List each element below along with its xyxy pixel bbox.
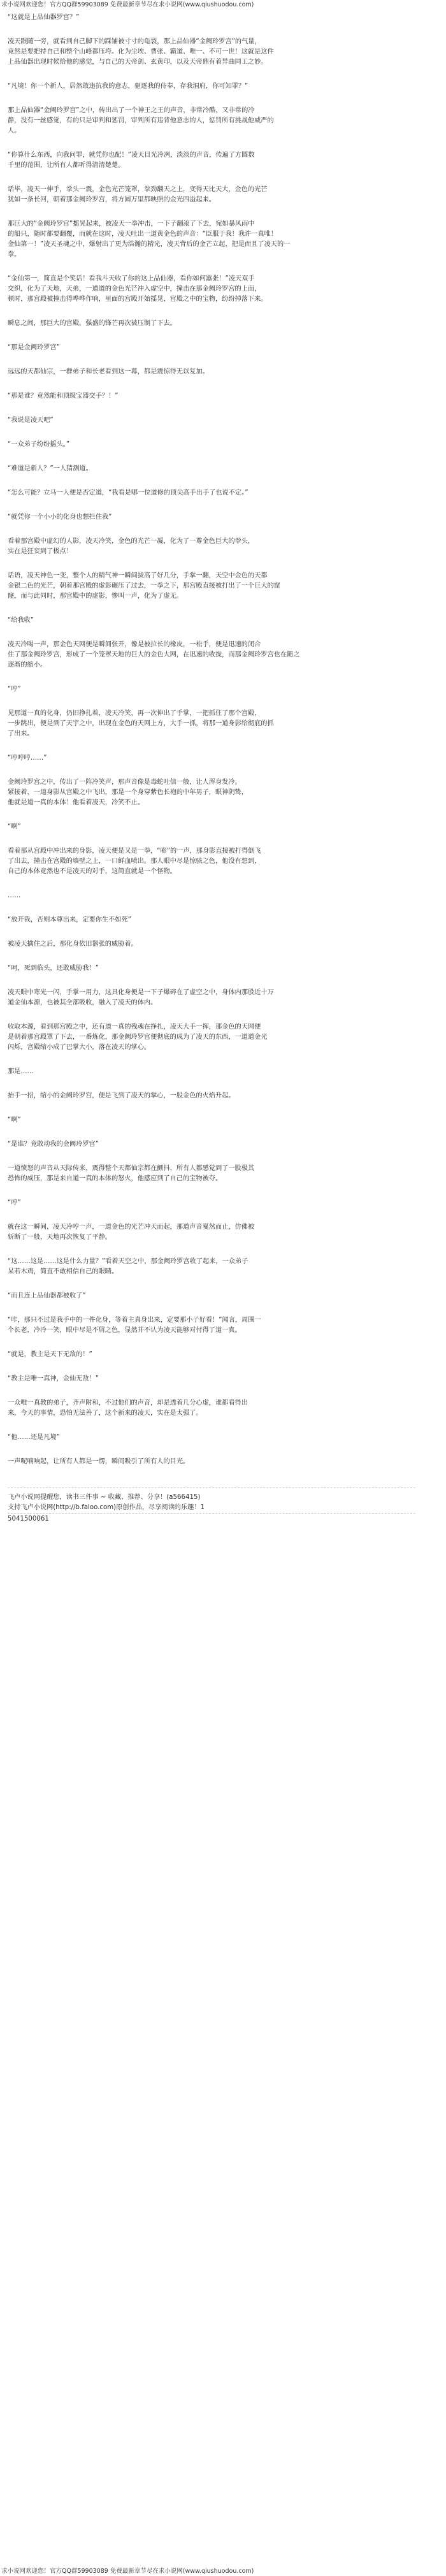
paragraph-line: “那是谁？竟然能和顶级宝器交手？！” bbox=[8, 393, 119, 400]
paragraph-line: 人。 bbox=[8, 127, 21, 134]
paragraph-line: 看着那从宫殿中冲出来的身影，凌天便是又是一拳，“嘭”的一声，那身影直接被打得倒飞 bbox=[8, 848, 261, 855]
paragraph-line: “啊” bbox=[8, 823, 21, 830]
paragraph-line: 逐渐的缩小。 bbox=[8, 662, 47, 669]
footer-id: 5041500061 bbox=[8, 1516, 49, 1523]
paragraph-line: 上品仙器出现时候给他的感觉，与自己的天帝剑、玄黄印，以及天帝鼎有着异曲同工之妙。 bbox=[8, 59, 268, 66]
paragraph-line: 他就是道一真的本体！他看着凌天，冷笑不止。 bbox=[8, 799, 144, 806]
paragraph-line: 交织，化为了天地，天弟，一道道的金色光芒冲入虚空中，撞击在那金阙玲罗宫的上面， bbox=[8, 286, 261, 293]
paragraph-line: 就在这一瞬间，凌天冷哼一声，一道金色的光芒冲天而起，那道声音戛然而止，仿佛被 bbox=[8, 1224, 255, 1231]
footer-note: 飞卢小说网提醒您，读书三件事 ~ 收藏、推荐、分享！(a566415) bbox=[8, 1494, 201, 1501]
paragraph-line: 凌天冷喝一声，那金色天网便是瞬间张开，像是被拉长的橡皮，一松手，便是迅速的闭合 bbox=[8, 641, 261, 648]
paragraph-line: 一道愤怒的声音从天际传来，震得整个天都仙宗都在颤抖，所有人都感觉到了一股极其 bbox=[8, 1165, 255, 1172]
paragraph-line: “凡境！你一个新人，居然敢违抗我的意志，驱逐我的侍奉，存我洞府，你可知罪？” bbox=[8, 83, 248, 90]
paragraph-line: 实在是狂妄到了极点！ bbox=[8, 548, 73, 555]
paragraph-line: 住了那金阙玲罗宫，形成了一个笼罩天地的巨大的金色大网，在迅速的收拢，而那金阙玲罗宫也在随之 bbox=[8, 651, 300, 658]
paragraph-line: 闪烁，宫殿缩小成了巴掌大小，落在凌天的掌心。 bbox=[8, 1044, 151, 1051]
paragraph-line: 道金仙本源，也被其全部吸收，融入了凌天的体内。 bbox=[8, 999, 157, 1006]
paragraph-line: 金阙玲罗宫之中，传出了一阵冷笑声，那声音像是毒蛇吐信一般，让人浑身发冷。 bbox=[8, 779, 241, 786]
paragraph-line: 那上品仙器“金阙玲罗宫”之中，传出出了一个神王之王的声音，非常冷酷，又非常的冷 bbox=[8, 107, 255, 114]
paragraph-line: 个长老，冷冷一笑，眼中尽是不屑之色，显然并不认为凌天能够对付得了道一真。 bbox=[8, 1327, 241, 1334]
paragraph-line: 瞬息之间，那巨大的宫殿，强盛的锋芒再次被压制了下去。 bbox=[8, 320, 176, 327]
paragraph-line: “啊” bbox=[8, 1117, 21, 1124]
paragraph-line: “而且连上品仙器都被收了” bbox=[8, 1292, 86, 1299]
paragraph-line: 一步跳出，便是到了天宇之中，出现在金色的天网上方，大手一抓，将那一道身影给彻底的抓 bbox=[8, 720, 274, 727]
paragraph-line: “这就是上品仙器罗宫？” bbox=[8, 14, 80, 21]
paragraph-line: 那巨大的“金阙玲罗宫”摇晃起来，被凌天一拳冲击，一下子翻滚了下去，宛如暴风雨中 bbox=[8, 221, 255, 228]
paragraph-line: 了出去，撞击在宫殿的墙壁之上，一口鲜血喷出。那人眼中尽是惊骇之色，他没有想到， bbox=[8, 858, 261, 865]
paragraph-line: 话语，凌天神色一变，整个人的精气神一瞬间拔高了好几分，手掌一翻，天空中金色的天都 bbox=[8, 572, 268, 579]
paragraph-line: 被凌天擒住之后，那化身依旧嚣张的威胁着。 bbox=[8, 941, 138, 948]
paragraph-line: 是朝着那宫殿罩了下去，一番炼化，那金阙玲罗宫便彻底的成为了凌天的东西，一道道金光 bbox=[8, 1034, 268, 1041]
paragraph-line: 远远的天都仙宗，一群弟子和长老看到这一幕，都是震惊得无以复加。 bbox=[8, 368, 209, 375]
paragraph-line: 金仙第一！”凌天圣魂之中，爆射出了更为浩瀚的精光，凌天背后的金芒立起，把是而且了凌天的一 bbox=[8, 241, 291, 248]
paragraph-line: “你算什么东西，向我问罪，就凭你也配！”凌天目光冷冽，淡淡的声音，传遍了方圆数 bbox=[8, 152, 255, 159]
paragraph-line: 一众唯一真教的弟子，齐声附和，不过他们的声音，却是透着几分心虚，谁都看得出 bbox=[8, 1400, 248, 1407]
paragraph-line: 斩断了一般，天地再次恢复了平静。 bbox=[8, 1234, 112, 1241]
paragraph-line: “给我收” bbox=[8, 617, 34, 624]
paragraph-line: 看着那宫殿中虚幻的人影，凌天冷笑，金色的光芒一凝，化为了一尊金色巨大的拳头， bbox=[8, 538, 255, 545]
paragraph-line: “哼哼哼……” bbox=[8, 755, 47, 762]
paragraph-line: 那是…… bbox=[8, 1068, 34, 1075]
paragraph-line: 凌天眼中寒光一闪，手掌一用力，这具化身便是一下子爆碎在了虚空之中，身体内那股近十万 bbox=[8, 989, 274, 996]
footer-divider bbox=[8, 1513, 415, 1514]
paragraph-line: “哼” bbox=[8, 1199, 21, 1206]
paragraph-line: 金银二色的光芒，朝着那宫殿的虚影碾压了过去，一拳之下，那宫殿直接被打出了一个巨大的窟 bbox=[8, 582, 280, 590]
paragraph-line: “呵，死到临头，还敢威胁我！” bbox=[8, 965, 99, 972]
paragraph-line: “教主是唯一真神，金仙无敌！” bbox=[8, 1375, 99, 1382]
paragraph-line: 了出来。 bbox=[8, 730, 34, 737]
paragraph-line: 千里的范围，让所有人都听得清清楚楚。 bbox=[8, 162, 125, 169]
paragraph-line: “就凭你一个小小的化身也想拦住我” bbox=[8, 514, 112, 521]
paragraph-line: 窿，而与此同时，那宫殿中的虚影，惨叫一声，化为了虚无。 bbox=[8, 593, 183, 600]
paragraph-line: 呆若木鸡，简直不敢相信自己的眼睛。 bbox=[8, 1268, 119, 1275]
paragraph-line: “哼” bbox=[8, 686, 21, 693]
footer-source-link[interactable]: 支持飞卢小说网(http://b.faloo.com)原创作品，尽享阅读的乐趣！1 bbox=[8, 1504, 205, 1511]
paragraph-line: 自己的本体竟然也不是凌天的对手，这简直就是一个怪物。 bbox=[8, 868, 176, 875]
paragraph-line: “就是，教主是天下无敌的！” bbox=[8, 1351, 92, 1358]
paragraph-line: 的船只，随时都要翻覆，而就在这时，凌天吐出一道黄金色的声音：“臣服于我！我许一真唯！ bbox=[8, 231, 277, 238]
paragraph-line: 竟然是要把持自己和整个山峰都压垮。化为尘埃、曹张、霸道、唯一、不可一世！这就是这件 bbox=[8, 48, 274, 55]
paragraph-line: 凌天跟随一旁，就看到自己脚下的踩铺被寸寸的龟裂，那上品仙器“金阙玲罗宫”的气量， bbox=[8, 38, 261, 45]
paragraph-line: “放开我，否则本尊出来，定要你生不如死” bbox=[8, 916, 131, 923]
paragraph-line: “咔，那只不过是我手中的一件化身，等着主真身出来，定要那小子好看！”闻言，周围一 bbox=[8, 1317, 261, 1324]
paragraph-line: 来，今天的事情，恐怕无法善了，这个新来的凌天，实在是太强了。 bbox=[8, 1410, 203, 1417]
paragraph-line: 话毕，凌天一伸手，拳头一震，金色光芒笼罩，拳劲翻天之上，变得天比天大，金色的光芒 bbox=[8, 186, 268, 193]
paragraph-line: “他……还是凡境” bbox=[8, 1434, 60, 1441]
site-header-banner[interactable]: 求小说网欢迎您！官方QQ群59903089 免费最新章节尽在求小说网(www.qiushuodou.com) bbox=[1, 1, 254, 8]
paragraph-line: “怎么可能？立马一人便是否定道，“我看是哪一位道修的顶尖高手出手了也说不定。” bbox=[8, 489, 248, 496]
paragraph-line: 顿时，那宫殿被撞击得哗哗作响，里面的宫殿开始摇晃，宫殿之中的宝物，纷纷掉落下来。 bbox=[8, 296, 268, 303]
footer-divider bbox=[8, 1487, 415, 1488]
paragraph-line: “金仙第一，简直是个笑话！看我斗天收了你的这上品仙器，看你如何嚣张！”凌天双手 bbox=[8, 275, 255, 282]
paragraph-line: 紧接着，一道身影从宫殿之中飞出，那是一个身穿紫色长袍的中年男子，眼神阴鸷， bbox=[8, 789, 248, 796]
paragraph-line: 恐怖的威压，那是来自道一真的本体的怒火，他感应到了自己的宝物被夺。 bbox=[8, 1175, 222, 1182]
paragraph-line: …… bbox=[8, 892, 21, 899]
paragraph-line: “我说是凌天吧” bbox=[8, 417, 54, 424]
chapter-content bbox=[0, 10, 446, 2565]
paragraph-line: 抬手一招，缩小的金阙玲罗宫，便是飞到了凌天的掌心，一股金色的火焰升起。 bbox=[8, 1092, 235, 1099]
paragraph-line: “这……这是……这是什么力量？”看着天空之中，那金阙玲罗宫收了起来，一众弟子 bbox=[8, 1258, 248, 1265]
paragraph-line: “那是金阙玲罗宫” bbox=[8, 344, 60, 351]
paragraph-line: “是谁？竟敢动我的金阙玲罗宫” bbox=[8, 1141, 99, 1148]
paragraph-line: “难道是新人？”一人猜测道。 bbox=[8, 465, 92, 472]
paragraph-line: “一众弟子纷纷摇头。” bbox=[8, 441, 70, 448]
paragraph-line: 静，没有一丝感觉，有的只是审判和惩罚，审判所有违背他意志的人，惩罚所有挑战他威严的 bbox=[8, 117, 274, 124]
paragraph-line: 见那道一真的化身，仍旧挣扎着，凌天冷笑，再一次伸出了手掌，一把抓住了那个宫殿， bbox=[8, 710, 261, 717]
paragraph-line: 一声呢喃响起，让所有人都是一愣，瞬间吸引了所有人的目光。 bbox=[8, 1458, 190, 1465]
paragraph-line: 收取本源，看到那宫殿之中，还有道一真的残魂在挣扎，凌天大手一挥，那金色的天网便 bbox=[8, 1024, 261, 1031]
site-footer-banner[interactable]: 求小说网欢迎您！官方QQ群59903089 免费最新章节尽在求小说网(www.qiushuodou.com) bbox=[1, 2568, 254, 2575]
paragraph-line: 拳。 bbox=[8, 251, 21, 258]
paragraph-line: 犹如一条长河，朝着那金阙玲罗宫，将方圆万里都映照的金光四溢起来。 bbox=[8, 196, 215, 203]
